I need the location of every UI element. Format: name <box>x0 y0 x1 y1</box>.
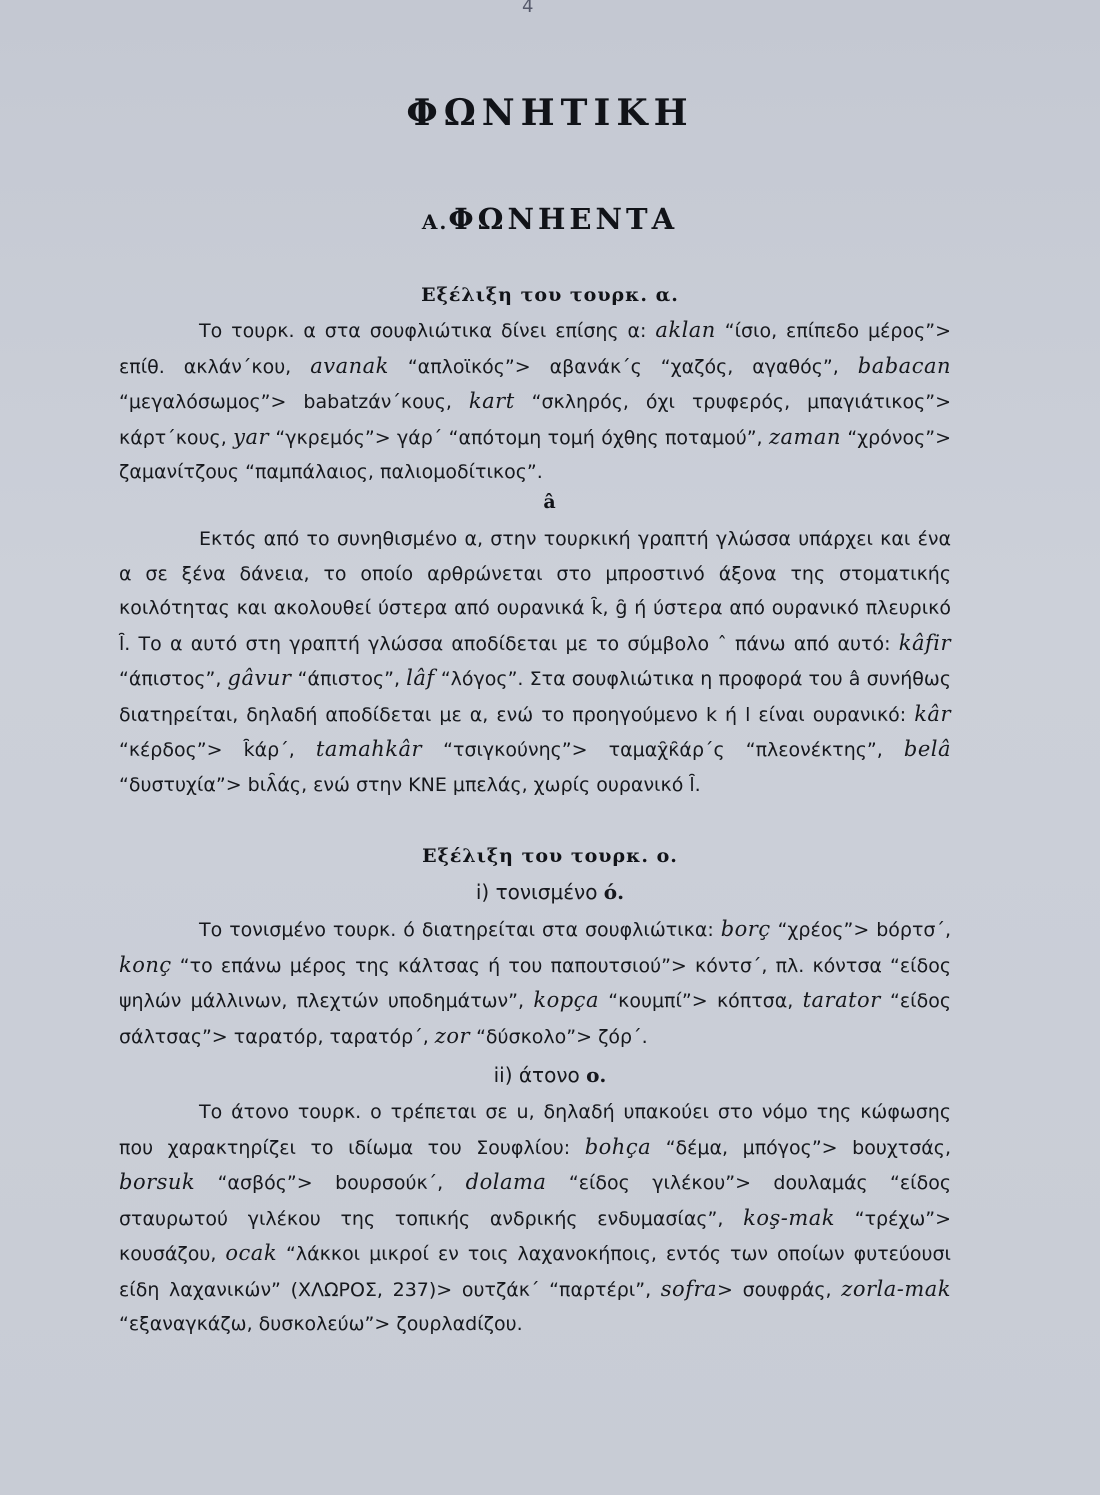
turkish-term: borç <box>720 917 771 941</box>
text-run: “εξαναγκάζω, δυσκολεύω”> ζουρλαdίζου. <box>119 1313 523 1335</box>
turkish-term: borsuk <box>119 1170 196 1194</box>
turkish-term: zor <box>434 1023 471 1048</box>
text-run: “το επάνω μέρος της κάλτσας ή του παπουτσιού”> κόντσ΄, πλ. κόντσα “είδος ψηλών μάλλινων, πλεχτών υποδημάτων”, <box>119 954 951 1012</box>
text-run: “δύσκολο”> ζόρ΄. <box>470 1025 648 1048</box>
text-run: “δέμα, μπόγος”> bουχτσάς, <box>651 1136 951 1159</box>
text-run: “χρόνος”> ζαμανίτζους “παμπάλαιος, παλιομοδίτικος”. <box>119 426 951 483</box>
paragraph-a <box>119 313 951 490</box>
turkish-term: tamahkâr <box>315 737 423 761</box>
text-run: “κουμπί”> κόπτσα, <box>598 990 803 1012</box>
turkish-term: bohça <box>584 1134 652 1159</box>
turkish-term: belâ <box>903 737 951 761</box>
text-run: “είδος σάλτσας”> ταρατόρ, ταρατόρ΄, <box>119 990 951 1048</box>
text-run: “άπιστος”, <box>119 668 228 690</box>
turkish-term: lâf <box>406 666 435 690</box>
text-run: “σκληρός, όχι τρυφερός, μπαγιάτικος”> κάρτ΄κους, <box>119 391 951 449</box>
turkish-term: babacan <box>857 353 951 378</box>
turkish-term: kopça <box>533 988 599 1012</box>
turkish-term: avanak <box>310 353 389 378</box>
turkish-term: koş-mak <box>743 1205 836 1230</box>
paragraph-a-circumflex <box>119 522 951 802</box>
paragraph-unstressed-o <box>119 1095 951 1342</box>
turkish-term: yar <box>233 424 270 449</box>
text-run: Το τουρκ. α στα σουφλιώτικα δίνει επίσης α: <box>199 320 656 342</box>
section-prefix: Α. <box>421 210 449 234</box>
turkish-term: kâfir <box>898 630 951 655</box>
turkish-term: kart <box>468 389 515 413</box>
subheading-stressed-label: i) τονισμένο <box>475 880 598 904</box>
turkish-term: zorla-mak <box>841 1276 952 1301</box>
subheading-unstressed <box>0 1063 1100 1087</box>
subheading-stressed-letter: ό. <box>603 880 625 904</box>
text-run: “γκρεμός”> γάρ΄ “απότομη τομή όχθης ποταμού”, <box>269 426 769 449</box>
turkish-term: konç <box>119 952 172 977</box>
text-run: Εκτός από το συνηθισμένο α, στην τουρκική γραπτή γλώσσα υπάρχει και ένα α σε ξένα δάνεια, το οποίο αρθρώνεται στο μπροστινό άξονα της στοματικής κοιλότητας και ακολουθεί ύστερα από ουρανικά k̑, g̑ ή ύστερα από ουρανικό πλευρικό l̑. Το α αυτό στη γραπτή γλώσσα αποδίδεται με το σύμβολο ˆ πάνω από αυτό: <box>119 528 951 655</box>
section-title: ΦΩΝΗΕΝΤΑ <box>448 202 679 236</box>
paragraph-stressed-o <box>119 912 951 1054</box>
text-run: “δυστυχία”> bιλ̑άς, ενώ στην ΚΝΕ μπελάς, χωρίς ουρανικό l̑. <box>119 773 701 796</box>
text-run: “ασβός”> bουρσούκ΄, <box>195 1172 466 1194</box>
turkish-term: kâr <box>914 701 951 726</box>
heading-a-circumflex: â <box>543 491 557 513</box>
text-run: “κέρδος”> k̑άρ΄, <box>119 739 316 761</box>
heading-evolution-a: Εξέλιξη του τουρκ. α. <box>421 284 679 306</box>
text-run: “μεγαλόσωμος”> babatzάν΄κους, <box>119 391 469 413</box>
turkish-term: tarator <box>802 988 881 1012</box>
text-run: “τσιγκούνης”> ταμαχ̑κ̑άρ΄ς “πλεονέκτης”, <box>422 739 904 761</box>
text-run: “είδος γιλέκου”> dουλαμάς “είδος σταυρωτού γιλέκου της τοπικής ανδρικής ενδυμασίας”, <box>119 1172 951 1230</box>
turkish-term: aklan <box>655 318 716 342</box>
subheading-unstressed-label: ii) άτονο <box>493 1063 580 1087</box>
text-run: “άπιστος”, <box>291 668 407 690</box>
section-heading <box>0 202 1100 236</box>
subheading-stressed <box>0 880 1100 904</box>
turkish-term: sofra <box>660 1276 718 1301</box>
text-run: “λάκκοι μικροί εν τοις λαχανοκήποις, εντός των οποίων φυτεύουσι είδη λαχανικών” (ΧΛΩΡΟΣ, 237)> ουτζάκ΄ “παρτέρι”, <box>119 1243 951 1301</box>
heading-evolution-o: Εξέλιξη του τουρκ. ο. <box>422 845 678 867</box>
turkish-term: ocak <box>225 1241 278 1265</box>
text-run: “απλοϊκός”> αβανάκ΄ς “χαζός, αγαθός”, <box>388 355 858 378</box>
turkish-term: gâvur <box>227 666 292 690</box>
text-run: “τρέχω”> κουσάζου, <box>119 1207 951 1265</box>
text-run: “χρέος”> bόρτσ΄, <box>770 919 951 941</box>
text-run: “λόγος”. Στα σουφλιώτικα η προφορά του â συνήθως διατηρείται, δηλαδή αποδίδεται με α, ενώ το προηγούμενο k ή l είναι ουρανικό: <box>119 668 951 726</box>
turkish-term: dolama <box>465 1170 547 1194</box>
text-run: Το άτονο τουρκ. ο τρέπεται σε u, δηλαδή υπακούει στο νόμο της κώφωσης που χαρακτηρίζει το ιδίωμα του Σουφλίου: <box>119 1101 951 1159</box>
page-mark: 4 <box>522 0 534 17</box>
text-run: > σουφράς, <box>717 1278 842 1301</box>
text-run: “ίσιο, επίπεδο μέρος”> επίθ. ακλάν΄κου, <box>119 320 951 378</box>
text-run: Το τονισμένο τουρκ. ό διατηρείται στα σουφλιώτικα: <box>199 919 721 941</box>
subheading-unstressed-letter: ο. <box>586 1063 607 1087</box>
turkish-term: zaman <box>768 424 841 449</box>
page-title: ΦΩΝΗΤΙΚΗ <box>406 92 694 134</box>
